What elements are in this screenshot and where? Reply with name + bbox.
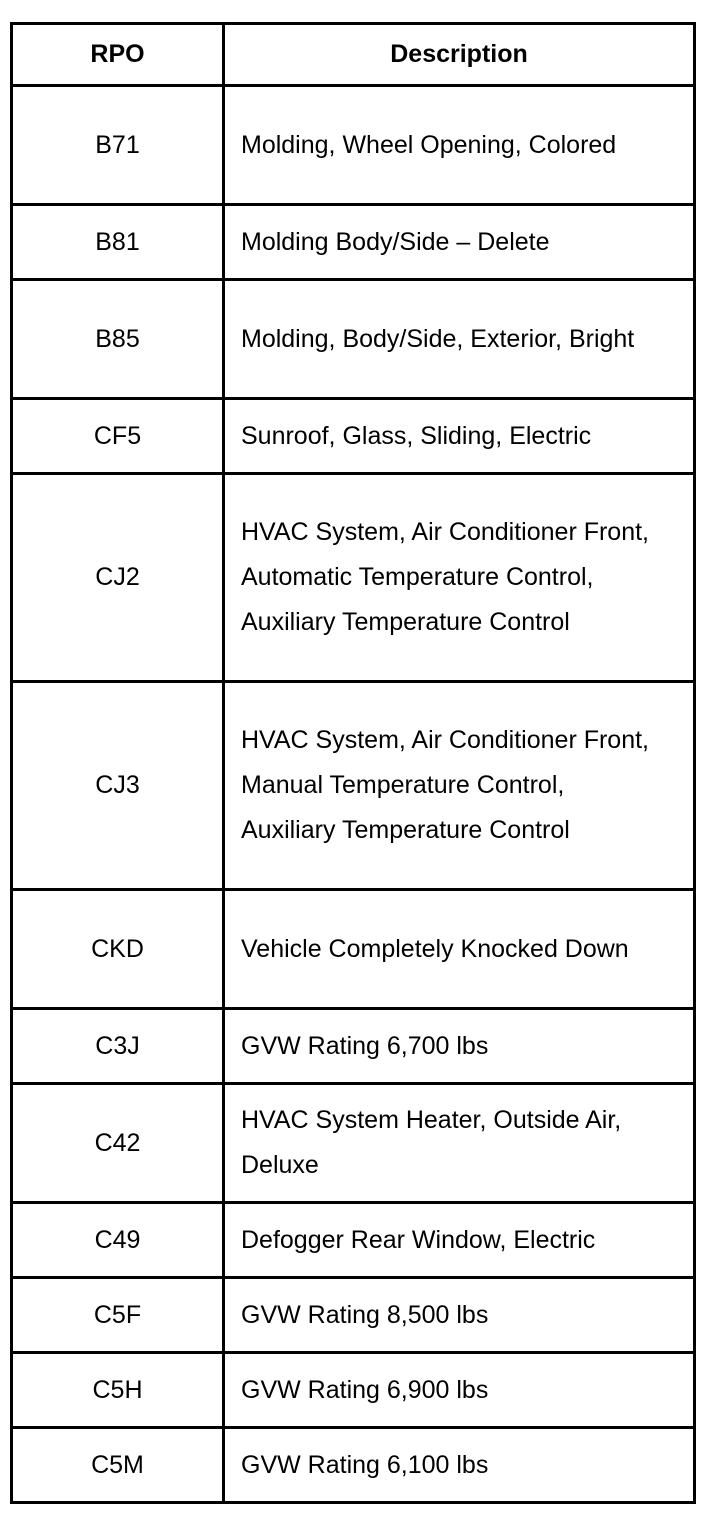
rpo-code-cell: CJ2	[12, 474, 224, 682]
description-cell: GVW Rating 6,100 lbs	[224, 1428, 695, 1503]
description-cell: GVW Rating 6,700 lbs	[224, 1009, 695, 1084]
description-cell: HVAC System, Air Conditioner Front, Manual Temperature Control, Auxiliary Temperature Control	[224, 682, 695, 890]
rpo-code-cell: C5M	[12, 1428, 224, 1503]
rpo-code-cell: CF5	[12, 399, 224, 474]
description-cell: GVW Rating 8,500 lbs	[224, 1278, 695, 1353]
header-rpo: RPO	[12, 24, 224, 86]
description-cell: Vehicle Completely Knocked Down	[224, 890, 695, 1009]
rpo-code-cell: B71	[12, 86, 224, 205]
rpo-code-cell: B81	[12, 205, 224, 280]
description-cell: Defogger Rear Window, Electric	[224, 1203, 695, 1278]
table-header-row	[12, 24, 695, 86]
description-cell: Molding Body/Side – Delete	[224, 205, 695, 280]
table-row	[12, 474, 695, 682]
table-row	[12, 1278, 695, 1353]
rpo-code-cell: C3J	[12, 1009, 224, 1084]
table-row	[12, 1428, 695, 1503]
table-row	[12, 1203, 695, 1278]
table-row	[12, 890, 695, 1009]
rpo-code-cell: CJ3	[12, 682, 224, 890]
table-row	[12, 682, 695, 890]
rpo-table	[10, 22, 696, 1504]
table-row	[12, 399, 695, 474]
table-row	[12, 1353, 695, 1428]
rpo-code-cell: CKD	[12, 890, 224, 1009]
description-cell: Sunroof, Glass, Sliding, Electric	[224, 399, 695, 474]
description-cell: Molding, Wheel Opening, Colored	[224, 86, 695, 205]
table-row	[12, 205, 695, 280]
rpo-code-cell: C49	[12, 1203, 224, 1278]
header-description: Description	[224, 24, 695, 86]
description-cell: Molding, Body/Side, Exterior, Bright	[224, 280, 695, 399]
description-cell: GVW Rating 6,900 lbs	[224, 1353, 695, 1428]
rpo-code-cell: C42	[12, 1084, 224, 1203]
description-cell: HVAC System, Air Conditioner Front, Automatic Temperature Control, Auxiliary Temperature Control	[224, 474, 695, 682]
table-row	[12, 1084, 695, 1203]
table-row	[12, 1009, 695, 1084]
description-cell: HVAC System Heater, Outside Air, Deluxe	[224, 1084, 695, 1203]
table-row	[12, 280, 695, 399]
rpo-code-cell: C5H	[12, 1353, 224, 1428]
rpo-code-cell: B85	[12, 280, 224, 399]
table-row	[12, 86, 695, 205]
rpo-code-cell: C5F	[12, 1278, 224, 1353]
